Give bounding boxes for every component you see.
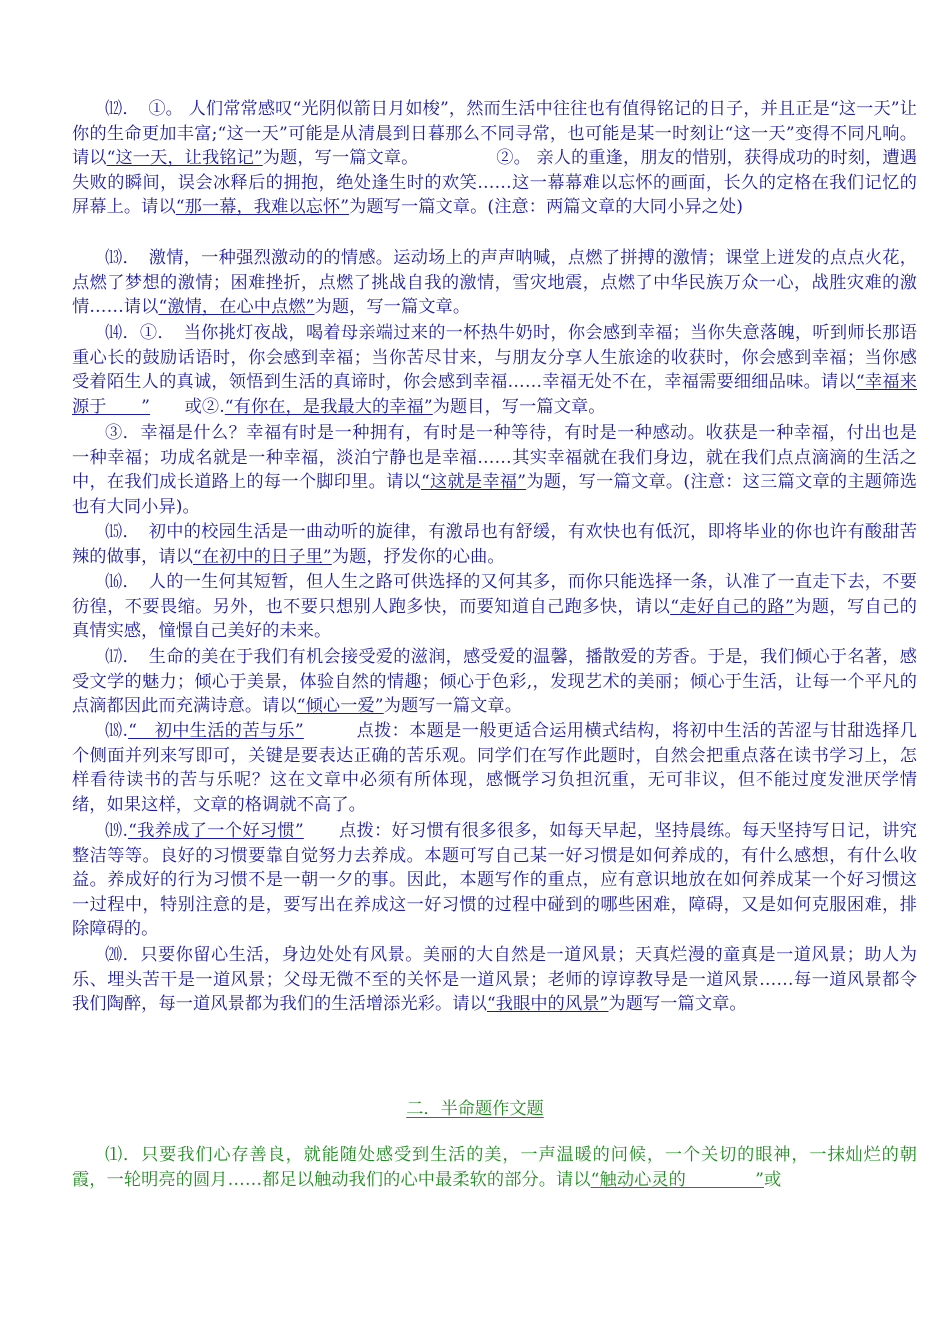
prompt-15-text: ⒂． 初中的校园生活是一曲动听的旋律，有激昂也有舒缓，有欢快也有低沉，即将毕业的你也许有酸甜苦辣的做事，请以 (72, 522, 917, 567)
prompt-14 (72, 321, 917, 419)
prompt-14-text: ⒁．①． 当你挑灯夜战，喝着母亲端过来的一杯热牛奶时，你会感到幸福；当你失意落魄，听到师长那语重心长的鼓励话语时，你会感到幸福；当你苦尽甘来，与朋友分享人生旅途的收获时，你会感到幸福；当你感受着陌生人的真诚，领悟到生活的真谛时，你会感到幸福……幸福无处不在，幸福需要细细品味。请以 (72, 323, 917, 393)
prompt-15 (72, 520, 917, 569)
prompt-19 (72, 819, 917, 942)
prompt-18-title: “ 初中生活的苦与乐” (128, 721, 304, 741)
prompt-17-text-2: 为题写一篇文章。 (383, 696, 522, 717)
prompt-16-title: “走好自己的路” (670, 596, 794, 617)
prompt-14-3-text-2: 为题，写一篇文章。(注意：这三篇文章的主题筛选也有大同小异)。 (72, 472, 917, 517)
half-prompt-1-title: “触动心灵的 ” (590, 1169, 765, 1190)
prompt-14-text-2: 或②. (150, 396, 225, 417)
prompt-17-title: “倾心一爱” (296, 696, 384, 717)
prompt-16 (72, 570, 917, 644)
prompt-14-part-3 (72, 421, 917, 519)
prompt-20-title: “我眼中的风景” (486, 994, 609, 1015)
prompt-14-text-3: 为题目，写一篇文章。 (432, 396, 606, 417)
prompt-13-text: ⒀． 激情，一种强烈激动的的情感。运动场上的声声呐喊，点燃了拼搏的激情；课堂上迸发的点点火花，点燃了梦想的激情；困难挫折，点燃了挑战自我的激情，雪灾地震，点燃了中华民族万众一心，战胜灾难的激情……请以 (72, 248, 917, 318)
half-prompt-1-text-2: 或 (764, 1169, 782, 1190)
prompt-13-text-2: 为题，写一篇文章。 (314, 297, 471, 318)
prompt-14-title-a: “幸福来源于 ” (72, 372, 917, 417)
prompt-15-title: “在初中的日子里” (193, 546, 332, 567)
prompt-20 (72, 943, 917, 1017)
prompt-19-title: “我养成了一个好习惯” (128, 821, 304, 841)
prompt-18-text: 点拨：本题是一般更适合运用横式结构，将初中生活的苦涩与甘甜选择几个侧面并列来写即可，关键是要表达正确的苦乐观。同学们在写作此题时，自然会把重点落在读书学习上，怎样看待读书的苦与乐呢？这在文章中必须有所体现，感慨学习负担沉重，无可非议，但不能过度发泄厌学情绪，如果这样，文章的格调就不高了。 (72, 721, 917, 815)
prompt-18 (72, 719, 917, 817)
section-heading-text: 二．半命题作文题 (406, 1099, 544, 1119)
prompt-16-text: ⒃． 人的一生何其短暂，但人生之路可供选择的又何其多，而你只能选择一条，认准了一直走下去，不要彷徨，不要畏缩。另外，也不要只想别人跑多快，而要知道自己跑多快，请以 (72, 572, 917, 617)
prompt-12-title-b: “那一幕，我难以忘怀” (175, 197, 350, 218)
prompt-13-title: “激情，在心中点燃” (158, 297, 315, 318)
prompt-12-text-2: 为题，写一篇文章。 ②。 亲人的重逢，朋友的惜别，获得成功的时刻，遭遇失败的瞬间，误会冰释后的拥抱，绝处逢生时的欢笑……这一幕幕难以忘怀的画面，长久的定格在我们记忆的屏幕上。请以 (72, 148, 917, 218)
prompt-12 (72, 97, 917, 220)
prompt-16-text-2: 为题，写自己的真情实感，憧憬自己美好的未来。 (72, 596, 918, 642)
prompt-15-text-2: 为题，抒发你的心曲。 (331, 546, 505, 567)
section-heading (0, 1097, 950, 1121)
prompt-17 (72, 645, 917, 719)
prompt-14-3-title: “这就是幸福” (420, 472, 527, 493)
prompt-14-title-b: “有你在，是我最大的幸福” (224, 396, 433, 417)
prompt-20-text: ⒇．只要你留心生活，身边处处有风景。美丽的大自然是一道风景；天真烂漫的童真是一道风景；助人为乐、埋头苦干是一道风景；父母无微不至的关怀是一道风景；老师的谆谆教导是一道风景……每一道风景都令我们陶醉，每一道风景都为我们的生活增添光彩。请以 (72, 945, 917, 1015)
prompt-20-text-2: 为题写一篇文章。 (608, 994, 747, 1015)
half-prompt-1 (72, 1143, 917, 1192)
prompt-18-number: ⒅. (105, 721, 129, 741)
half-prompt-1-text: ⑴．只要我们心存善良，就能随处感受到生活的美，一声温暖的问候，一个关切的眼神，一抹灿烂的朝霞，一轮明亮的圆月……都足以触动我们的心中最柔软的部分。请以 (72, 1145, 917, 1190)
prompt-13 (72, 246, 917, 320)
prompt-14-3-text: ③．幸福是什么？幸福有时是一种拥有，有时是一种等待，有时是一种感动。收获是一种幸福，付出也是一种幸福；功成名就是一种幸福，淡泊宁静也是幸福……其实幸福就在我们身边，就在我们点点滴滴的生活之中，在我们成长道路上的每一个脚印里。请以 (72, 423, 917, 493)
prompt-19-number: ⒆. (105, 821, 129, 841)
prompt-12-title-a: “这一天，让我铭记” (106, 148, 263, 169)
prompt-12-text: ⑿． ①。 人们常常感叹“光阴似箭日月如梭”，然而生活中往往也有值得铭记的日子，并且正是“这一天”让你的生命更加丰富;“这一天”可能是从清晨到日暮那么不同寻常，也可能是某一时刻让“这一天”变得不同凡响。请以 (72, 99, 917, 169)
prompt-12-text-3: 为题写一篇文章。(注意：两篇文章的大同小异之处) (349, 197, 744, 218)
prompt-19-text: 点拨：好习惯有很多很多，如每天早起，坚持晨练。每天坚持写日记，讲究整洁等等。良好的习惯要靠自觉努力去养成。本题可写自己某一好习惯是如何养成的，有什么感想，有什么收益。养成好的行为习惯不是一朝一夕的事。因此，本题写作的重点，应有意识地放在如何养成某一个好习惯这一过程中，特别注意的是，要写出在养成这一好习惯的过程中碰到的哪些困难，障碍，又是如何克服困难，排除障碍的。 (72, 821, 917, 940)
prompt-17-text: ⒄． 生命的美在于我们有机会接受爱的滋润，感受爱的温馨，播散爱的芳香。于是，我们倾心于名著，感受文学的魅力；倾心于美景，体验自然的情趣；倾心于色彩,，发现艺术的美丽；倾心于生活，让每一个平凡的点滴都因此而充满诗意。请以 (72, 647, 917, 717)
